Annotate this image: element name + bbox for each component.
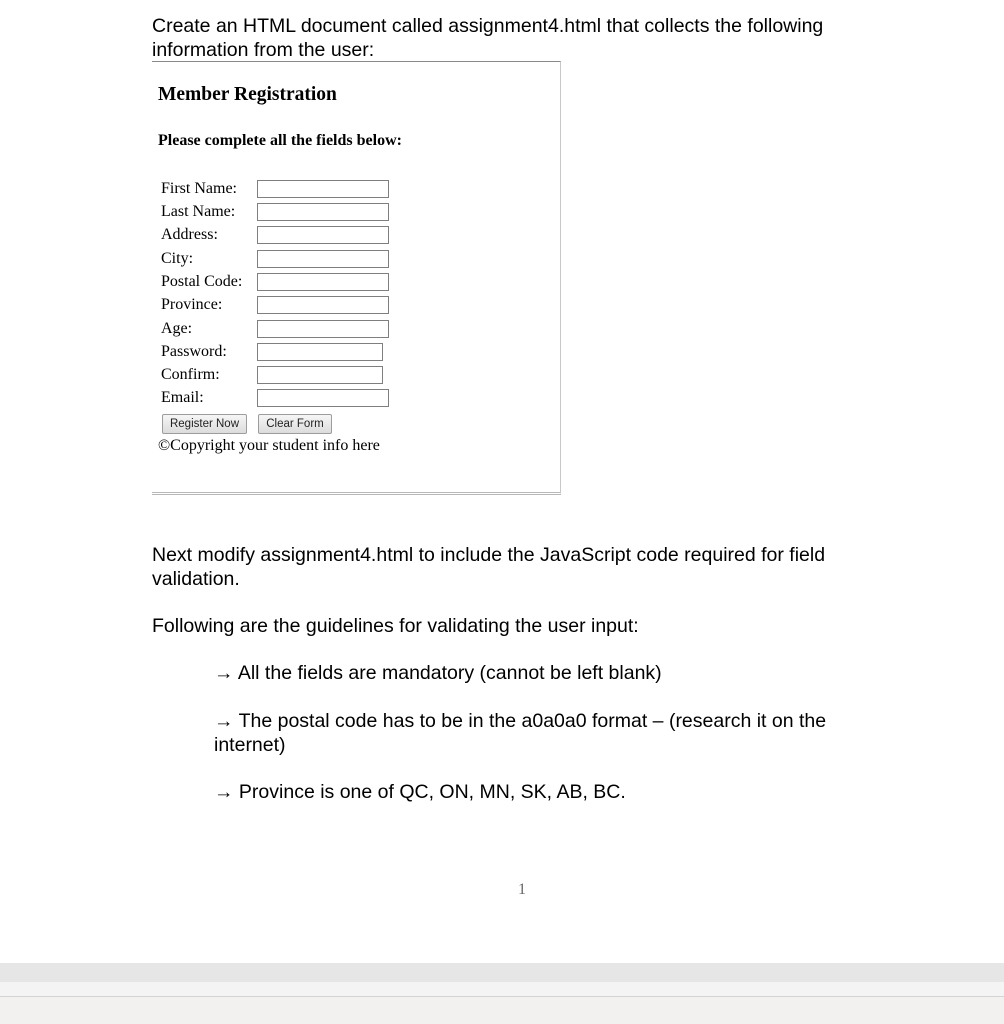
password-label: Password: <box>161 343 227 360</box>
guideline-item <box>214 661 882 685</box>
form-title: Member Registration <box>158 84 337 105</box>
city-input[interactable] <box>257 250 389 268</box>
arrow-icon: → <box>214 662 234 684</box>
email-input[interactable] <box>257 389 389 407</box>
email-label: Email: <box>161 389 204 406</box>
paragraph-guidelines-intro: Following are the guidelines for validating the user input: <box>152 615 639 637</box>
page-number: 1 <box>518 881 526 898</box>
confirm-label: Confirm: <box>161 366 220 383</box>
register-now-button[interactable]: Register Now <box>162 414 247 434</box>
guideline-text: The postal code has to be in the a0a0a0 format – (research it on the internet) <box>214 710 827 756</box>
guideline-item <box>214 780 882 804</box>
form-subtitle: Please complete all the fields below: <box>158 132 402 149</box>
password-input[interactable] <box>257 343 383 361</box>
guideline-text: All the fields are mandatory (cannot be left blank) <box>237 662 662 684</box>
postal-code-input[interactable] <box>257 273 389 291</box>
clear-form-button[interactable]: Clear Form <box>258 414 332 434</box>
next-page-top <box>0 997 1004 1024</box>
city-label: City: <box>161 250 194 267</box>
arrow-icon: → <box>214 781 234 803</box>
postal-code-label: Postal Code: <box>161 273 243 290</box>
province-label: Province: <box>161 296 223 313</box>
last-name-input[interactable] <box>257 203 389 221</box>
age-label: Age: <box>161 320 193 337</box>
paragraph-modify: Next modify assignment4.html to include the JavaScript code required for field validation. <box>152 544 826 590</box>
last-name-label: Last Name: <box>161 203 236 220</box>
first-name-input[interactable] <box>257 180 389 198</box>
address-label: Address: <box>161 226 218 243</box>
copyright-text: ©Copyright your student info here <box>158 437 380 454</box>
province-input[interactable] <box>257 296 389 314</box>
arrow-icon: → <box>214 710 234 732</box>
page-separator <box>0 982 1004 997</box>
address-input[interactable] <box>257 226 389 244</box>
guideline-item <box>214 709 882 757</box>
first-name-label: First Name: <box>161 180 237 197</box>
intro-paragraph: Create an HTML document called assignment4.html that collects the following information from the user: <box>152 15 824 61</box>
guideline-text: Province is one of QC, ON, MN, SK, AB, BC. <box>238 781 626 803</box>
registration-form-screenshot <box>152 61 561 495</box>
page-gap <box>0 963 1004 982</box>
confirm-input[interactable] <box>257 366 383 384</box>
age-input[interactable] <box>257 320 389 338</box>
